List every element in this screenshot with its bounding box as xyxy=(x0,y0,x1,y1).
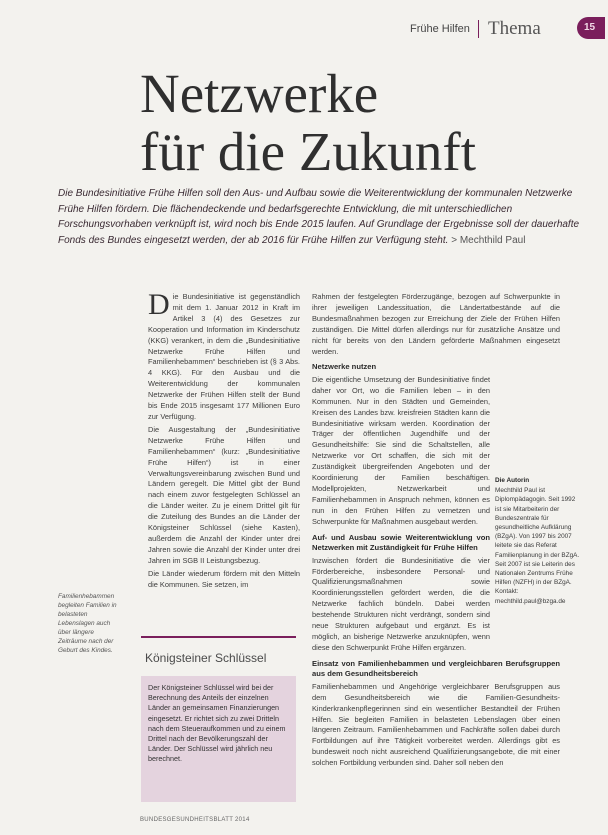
article-title xyxy=(140,65,540,181)
subheading-netzwerke: Netzwerke nutzen xyxy=(312,362,377,372)
col1-paragraph-1: ie Bundesinitiative ist gegenständlich mit dem 1. Januar 2012 in Kraft im Artikel 3 (4) des Gesetzes zur Kooperation und Information im Kinderschutz (KKG) verankert, in dem die „Bundesinitiative Netzwerke Frühe Hilfen und Familienhebammen“ beschrieben ist (§ 3 Abs. 4 KKG). Für den Ausbau und die Weiterentwicklung der kommunalen Netzwerke der Frühen Hilfen stellt der Bund bis Ende 2015 insgesamt 177 Millionen Euro zur Verfügung. xyxy=(148,292,300,421)
author-box xyxy=(495,476,581,606)
col2-paragraph-2: Die eigentliche Umsetzung der Bundesinitiative findet daher vor Ort, wo die Familien leben – in den Kommunen. Nur in den Städten und Gemeinden, Kreisen des Landes bzw. kreisfreien Städten kann die Bundesinitiative wirksam werden. Koordination der Träger der öffentlichen Jugendhilfe und der Gesundheitshilfe: Sie sind die Schaltstellen, alle Netzwerke vor Ort schaffen, die sich mit der Zuständigkeit übergreifenden Angeboten und der Koordinierung der Familien beschäftigen. Modellprojekten, Netzwerkarbeit und Familienhebammen in Anspruch nehmen, können es nun in den Frühen Hilfen zu vernetzen und Schwerpunkte für Maßnahmen ausgebaut werden. xyxy=(312,374,490,526)
info-box-text: Der Königsteiner Schlüssel wird bei der Berechnung des Anteils der einzelnen Länder an gemeinsamen Finanzierungen eingesetzt. Er richtet sich zu zwei Dritteln nach dem Steueraufkommen und zu einem Drittel nach der Bevölkerungszahl der Länder. Der Schlüssel wird jährlich neu berechnet. xyxy=(141,676,296,802)
col2-paragraph-1: Rahmen der festgelegten Förderzugänge, bezogen auf Schwerpunkte in ihrer jeweiligen Landessituation, die Ländertatbestände auf die Bundesmaßnahmen bezogen zur Erreichung der Ziele der Frühen Hilfen zuständigen. Die Mittel dürfen allerdings nur für zusätzliche Ansätze und nicht für bereits von den Ländern geförderte Maßnahmen eingesetzt werden. xyxy=(312,292,560,356)
header-divider xyxy=(478,20,479,38)
photo-caption: Familienhebammen begleiten Familien in belasteten Lebenslagen auch über längere Zeiträume nach der Geburt des Kindes. xyxy=(58,593,117,654)
section-label: Frühe Hilfen xyxy=(410,23,470,35)
lead-text: Die Bundesinitiative Frühe Hilfen soll den Aus- und Aufbau sowie die Weiterentwicklung der kommunalen Netzwerke Frühe Hilfen fördern. Die flächendeckende und bedarfsgerechte Entwicklung, die mit unterschiedlichen Forschungsvorhaben verknüpft ist, wird noch bis Ende 2015 laufen. Auf Grundlage der Ergebnisse soll der dauerhafte Fonds des Bundes eingesetzt werden, der ab 2016 für Frühe Hilfen zur Verfügung steht. xyxy=(58,188,580,246)
col2-paragraph-4: Familienhebammen und Angehörige vergleichbarer Berufsgruppen aus dem Gesundheitsbereich wie die Familien-Gesundheits-Kinderkrankenpflegerinnen sind ein wesentlicher Bestandteil der Frühen Hilfen. Sie begleiten Familien in belasteten Lebenslagen über einen längeren Zeitraum. Familienhebammen und Fachkräfte sollen dabei durch Fortbildungen auf ihre Tätigkeit vorbereitet werden. Allerdings gibt es bundesweit noch nicht ausreichend Qualifizierungsangebote, die mit einer solchen Fortbildung verbunden sind. Daher soll neben den xyxy=(312,681,560,768)
info-box-rule xyxy=(141,636,296,638)
title-line-1: Netzwerke xyxy=(140,63,379,124)
author-box-title: Die Autorin xyxy=(495,477,530,484)
info-box xyxy=(141,636,296,812)
col2-paragraph-3: Inzwischen fördert die Bundesinitiative die vier Förderbereiche, insbesondere Personal- und Qualifizierungsmaßnahmen sowie Koordinierungsstellen gefördert werden, die die Netzwerke fachlich bündeln. Dabei werden bestehende Strukturen nicht verdrängt, sondern sind neue Strukturen aufgebaut und ergänzt. Es ist möglich, an bisherige Netzwerke anzuknüpfen, wenn diese den Schwerpunkt Frühe Hilfen ergänzen. xyxy=(312,555,490,652)
lead-paragraph xyxy=(58,186,586,248)
drop-cap: D xyxy=(148,288,170,321)
page-number-badge: 15 xyxy=(577,17,605,39)
body-column-1 xyxy=(148,288,300,592)
title-line-2: für die Zukunft xyxy=(140,121,477,182)
author-credit: > Mechthild Paul xyxy=(451,234,526,246)
author-box-text: Mechthild Paul ist Diplompädagogin. Seit 1992 ist sie Mitarbeiterin der Bundeszentrale für gesundheitliche Aufklärung (BZgA). Von 1997 bis 2007 leitete sie das Referat Familienplanung in der BZgA. Seit 2007 ist sie Leiterin des Nationalen Zentrums Frühe Hilfen (NZFH) in der BZgA. Kontakt: mechthild.paul@bzga.de xyxy=(495,487,580,605)
page-footer: BUNDESGESUNDHEITSBLATT 2014 xyxy=(140,817,250,823)
section-heading: Thema xyxy=(488,18,541,39)
info-box-title: Königsteiner Schlüssel xyxy=(145,651,267,665)
col1-paragraph-3: Die Länder wiederum fördern mit den Mitteln die Kommunen. Sie setzen, im xyxy=(148,568,300,589)
subheading-ausbau: Auf- und Ausbau sowie Weiterentwicklung von Netzwerken mit Zuständigkeit für Frühe Hilfen xyxy=(312,532,490,553)
subheading-familienhebammen: Einsatz von Familienhebammen und vergleichbaren Berufsgruppen aus dem Gesundheitsbereich xyxy=(312,658,560,679)
col1-paragraph-2: Die Ausgestaltung der „Bundesinitiative Netzwerke Frühe Hilfen und Familienhebammen“ (kurz: „Bundesinitiative Frühe Hilfen“) ist in einer Verwaltungsvereinbarung zwischen Bund und Ländern geregelt. Die Mittel gibt der Bund nach einem zuvor festgelegten Schlüssel an die Länder weiter. Zu je einem Drittel gilt für die Zuteilung des Bundes an die Länder der Königsteiner Schlüssel (siehe Kasten), außerdem die Anzahl der Kinder unter drei Jahren sowie die Anzahl der Kinder unter drei Jahren im SGB II Leistungsbezug. xyxy=(148,424,300,565)
